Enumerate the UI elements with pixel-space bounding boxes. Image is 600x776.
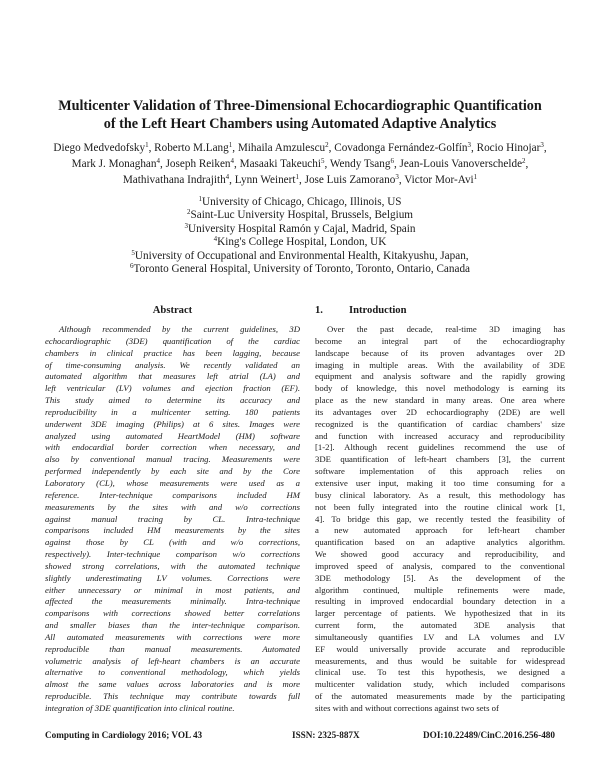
text-line: and smaller biases than the inter-technique comparison. (45, 620, 300, 631)
text-line: also by conventional manual tracing. Measurements were (45, 454, 300, 465)
text-line: algorithm continued, multiple refinements were made, (315, 584, 565, 595)
text-line: sites with and without corrections against two sets of (315, 703, 499, 713)
footer-doi: DOI:10.22489/CinC.2016.256-480 (423, 730, 555, 740)
author-list (40, 140, 560, 188)
text-line: This study aimed to determine its accuracy and (45, 395, 300, 406)
text-line: reproducible than manual measurements. Automated (45, 643, 300, 654)
text-line: against manual tracing by CL. Intra-technique (45, 513, 300, 524)
introduction-body (315, 324, 565, 715)
text-line: 3DE quantification of left-heart chambers [3], the current (315, 454, 565, 465)
text-line: 3DE methodology [5]. As the development of the (315, 572, 565, 583)
text-line: affected the measurements minimally. Intra-technique (45, 596, 300, 607)
author: Roberto M.Lang$^1$, (154, 141, 238, 154)
text-line: of time-consuming analysis. We recently validated an (45, 359, 300, 370)
affiliation: $^2$Saint-Luc University Hospital, Brussels, Belgium (187, 208, 413, 222)
affiliation: $^3$University Hospital Ramón y Cajal, Madrid, Spain (184, 221, 416, 235)
text-line: left ventricular (LV) volumes and ejection fraction (EF). (45, 383, 300, 394)
text-line: of the automated measurements made by the participating (315, 691, 565, 702)
section-number: 1. (315, 305, 323, 316)
text-line: reproducibility in a multicenter setting. 180 patients (45, 406, 300, 417)
title-line: Multicenter Validation of Three-Dimensional Echocardiographic Quantification (58, 98, 542, 114)
text-line: body of knowledge, this novel methodology is earning its (315, 383, 565, 394)
text-line: busy clinical laboratory. As a result, this methodology has (315, 489, 565, 500)
text-line: extensive user input, making it too time consuming for a (315, 477, 565, 488)
author: Rocio Hinojar$^3$, (476, 141, 547, 154)
footer-issn: ISSN: 2325-887X (292, 730, 360, 740)
text-line: reference. Inter-technique comparisons included HM (45, 489, 300, 500)
paper-title (40, 97, 560, 133)
text-line: not been fully integrated into the routine clinical work [1, (315, 501, 565, 512)
section-title: Introduction (349, 305, 407, 316)
text-line: volumetric analysis of left-heart chambers is an accurate (45, 655, 300, 666)
text-line: equipment and analysis software and the rapidly growing (315, 371, 565, 382)
text-line: imaging in multiple areas. With the availability of 3DE (315, 359, 565, 370)
affiliation: $^4$King's College Hospital, London, UK (213, 235, 387, 249)
author: Jean-Louis Vanoverschelde$^2$, (399, 157, 529, 170)
affiliation-list (40, 196, 560, 276)
text-line: performed independently by each site and by the Core (45, 466, 300, 477)
text-line: respectively). Inter-technique comparison w/o corrections (45, 549, 300, 560)
text-line: 4]. To bridge this gap, we recently tested the feasibility of (315, 513, 565, 524)
author-line (40, 140, 560, 156)
author: Wendy Tsang$^6$, (329, 157, 400, 170)
text-line: Laboratory (CL), whose measurements were used as a (45, 477, 300, 488)
text-line: its advantages over 2D echocardiography (2DE) are well (315, 406, 565, 417)
abstract-heading: Abstract (152, 305, 193, 316)
text-line: current form, the automated 3DE analysis that (315, 620, 565, 631)
text-line: resulting in improved endocardial boundary detection in a (315, 596, 565, 607)
text-line: larger percentage of patients. We hypothesized that in its (315, 608, 565, 619)
text-line: chambers in clinical practice has been lagging, because (45, 347, 300, 358)
text-line: with endocardial border correction when necessary, and (45, 442, 300, 453)
affiliation: $^5$University of Occupational and Environmental Health, Kitakyushu, Japan, (131, 248, 469, 262)
text-line: EF would universally provide accurate and reproducible (315, 643, 565, 654)
page-footer (45, 730, 555, 744)
text-line: reproducible. This technique may contribute towards full (45, 691, 300, 702)
text-line: underwent 3DE imaging (Philips) at 6 sites. Images were (45, 418, 300, 429)
text-line: We showed good accuracy and reproducibility, and (315, 549, 565, 560)
author: Covadonga Fernández-Golfín$^3$, (334, 141, 477, 154)
text-line: showed strong correlations, with the automated technique (45, 560, 300, 571)
text-line: comparisons with corrections showed better correlations (45, 608, 300, 619)
footer-journal: Computing in Cardiology 2016; VOL 43 (45, 730, 203, 740)
text-line: echocardiographic (3DE) quantification of the cardiac (45, 335, 300, 346)
author: Jose Luis Zamorano$^3$, (304, 173, 405, 186)
author: Lynn Weinert$^1$, (234, 173, 305, 186)
text-line: quantification based on an adaptive analytics algorithm. (315, 537, 565, 548)
author: Mark J. Monaghan$^4$, (71, 157, 166, 170)
text-line: software implementation of this approach relies on (315, 466, 565, 477)
text-line: comparisons included HM measurements by the sites (45, 525, 300, 536)
text-line: a new automated approach for left-heart chamber (315, 525, 565, 536)
author: Mathivathana Indrajith$^4$, (122, 173, 235, 186)
text-line: almost the same values across laboratories and is more (45, 679, 300, 690)
text-line: [1-2]. Although recent guidelines recommend the use of (315, 442, 565, 453)
text-line: and function with increased accuracy and reproducibility (315, 430, 565, 441)
text-line: alternative to conventional methodology, which yields (45, 667, 300, 678)
author-line (40, 156, 560, 172)
author: Victor Mor-Avi$^1$ (404, 173, 478, 186)
text-line: multicenter validation study, which included comparisons (315, 679, 565, 690)
text-line: All automated measurements with corrections were more (45, 631, 300, 642)
author: Joseph Reiken$^4$, (165, 157, 240, 170)
text-line: improved speed of analysis, compared to the conventional (315, 560, 565, 571)
text-line: measurements, and thus would be suitable for widespread (315, 655, 565, 666)
text-line: place as the new standard in many areas. One area where (315, 395, 565, 406)
introduction-heading (315, 305, 565, 316)
text-line: against those by CL (with and w/o corrections, (45, 537, 300, 548)
text-line: landscape because of its proven advantages over 2D (315, 347, 565, 358)
title-line: of the Left Heart Chambers using Automated Adaptive Analytics (103, 116, 497, 132)
text-line: automated algorithm that measures left atrial (LA) and (45, 371, 300, 382)
author: Mihaila Amzulescu$^2$, (237, 141, 335, 154)
text-line: become an integral part of the echocardiography (315, 335, 565, 346)
author: Diego Medvedofsky$^1$, (53, 141, 155, 154)
text-line: recognized is the quantification of cardiac chambers' size (315, 418, 565, 429)
abstract-body (45, 324, 300, 715)
text-line: measurements by the sites with and w/o corrections (45, 501, 300, 512)
author: Masaaki Takeuchi$^5$, (239, 157, 330, 170)
text-line: Although recommended by the current guidelines, 3D (59, 324, 300, 334)
text-line: Over the past decade, real-time 3D imaging has (327, 324, 565, 334)
text-line: either unnecessary or minimal in most patients, and (45, 584, 300, 595)
text-line: clinical use. To test this hypothesis, we designed a (315, 667, 565, 678)
text-line: integration of 3DE quantification into clinical routine. (45, 703, 235, 713)
author-line (40, 172, 560, 188)
text-line: simultaneously quantifies LV and LA volumes and LV (315, 631, 565, 642)
text-line: analyzed using automated HeartModel (HM) software (45, 430, 300, 441)
affiliation: $^1$University of Chicago, Chicago, Illinois, US (198, 195, 402, 208)
affiliation: $^6$Toronto General Hospital, University of Toronto, Toronto, Ontario, Canada (129, 262, 471, 276)
text-line: slightly underestimating LV volumes. Corrections were (45, 572, 300, 583)
